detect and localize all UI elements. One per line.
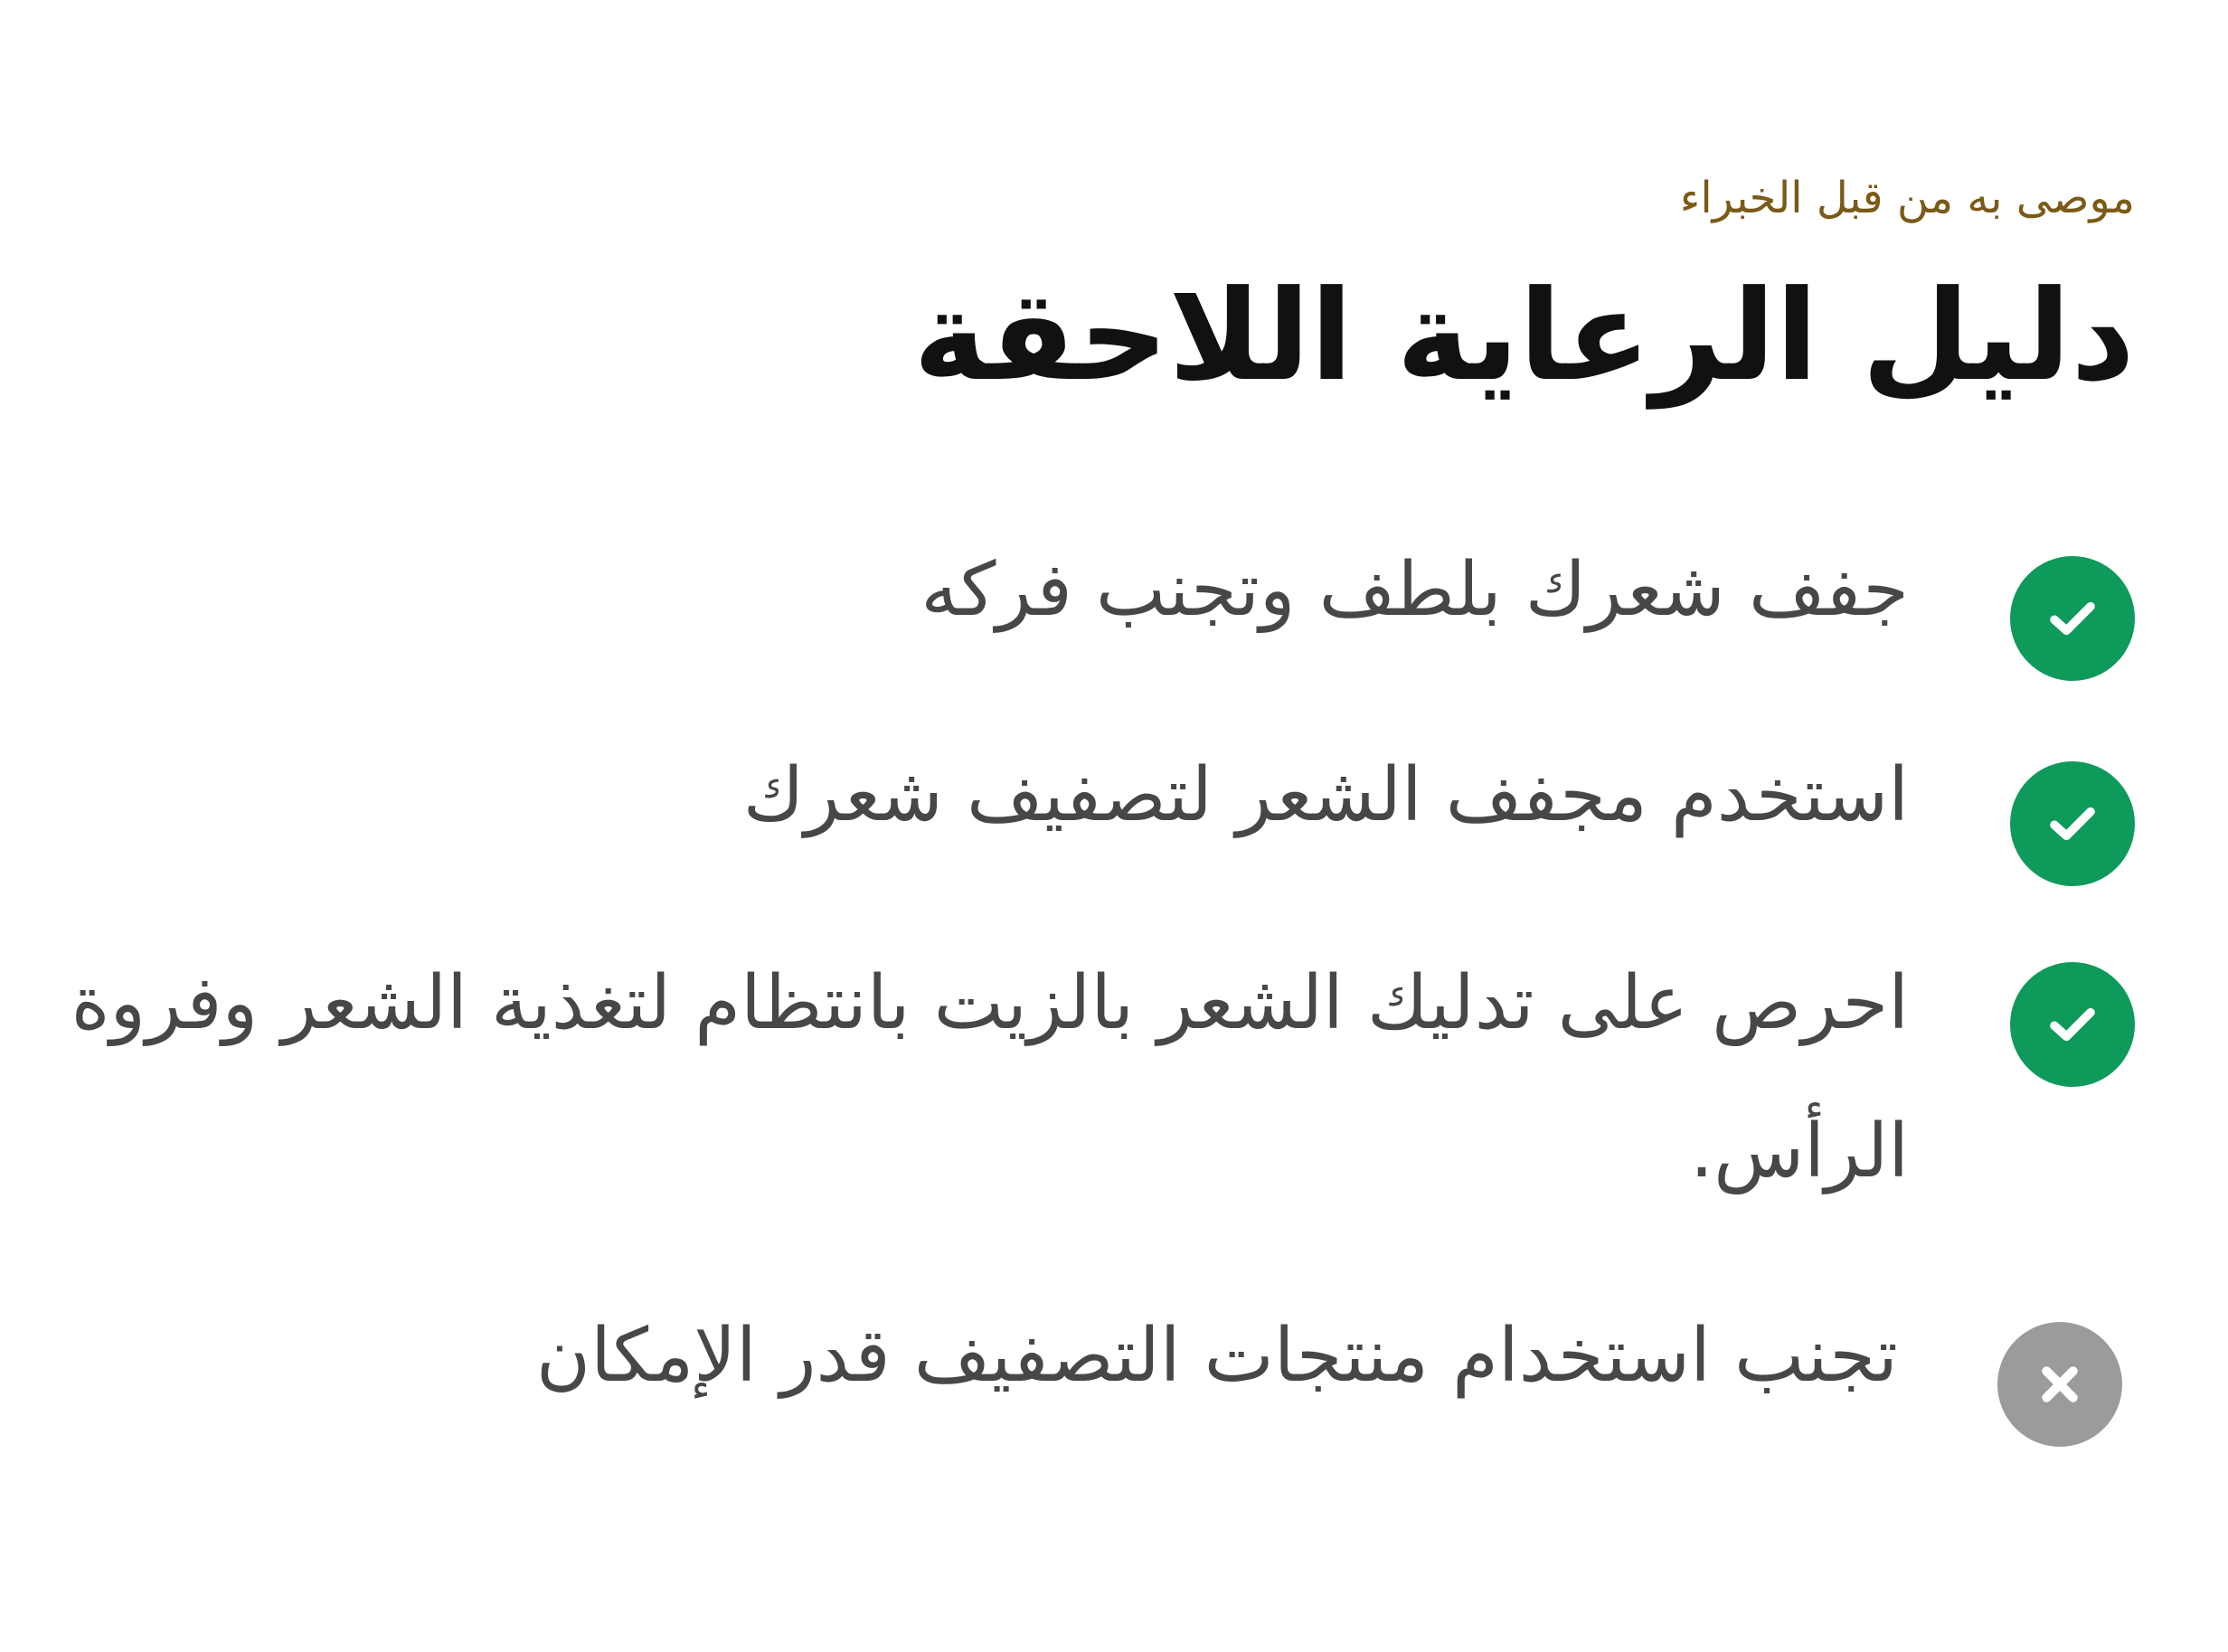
list-item-text: استخدم مجفف الشعر لتصفيف شعرك	[742, 752, 1909, 838]
aftercare-guide	[55, 0, 2135, 1652]
expert-recommended-label: موصى به من قبل الخبراء	[1679, 173, 2135, 223]
page-title: دليل الرعاية اللاحقة	[912, 263, 2135, 409]
check-icon	[2010, 556, 2135, 681]
list-item-text: جفف شعرك بلطف وتجنب فركه	[920, 547, 1909, 633]
x-icon	[1997, 1322, 2122, 1447]
list-item-text: تجنب استخدام منتجات التصفيف قدر الإمكان	[535, 1313, 1898, 1399]
check-icon	[2010, 962, 2135, 1087]
check-icon	[2010, 761, 2135, 886]
list-item-text: احرص على تدليك الشعر بالزيت بانتظام لتغذية الشعر وفروة الرأس.	[71, 960, 1909, 1194]
